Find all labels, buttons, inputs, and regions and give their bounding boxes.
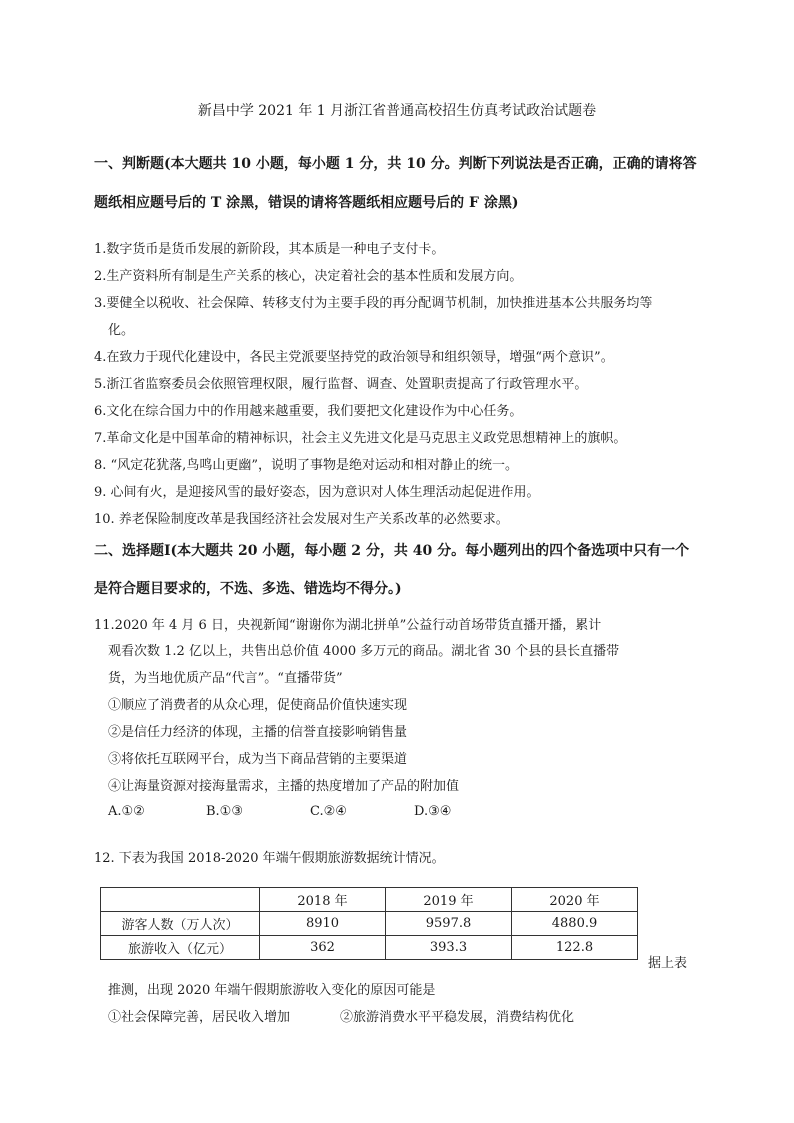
section2-heading-line2: 是符合题目要求的，不选、多选、错选均不得分。) xyxy=(94,581,402,597)
question-2: 2.生产资料所有制是生产关系的核心，决定着社会的基本性质和发展方向。 xyxy=(94,269,523,284)
table-header-cell: 2020 年 xyxy=(512,888,638,912)
question-12-line2: 推测，出现 2020 年端午假期旅游收入变化的原因可能是 xyxy=(108,983,436,998)
section1-heading-line1: 一、判断题(本大题共 10 小题，每小题 1 分，共 10 分。判断下列说法是否正确，正确的请将答 xyxy=(94,156,697,172)
question-11-line2: 观看次数 1.2 亿以上，共售出总价值 4000 多万元的商品。湖北省 30 个县的县长直播带 xyxy=(108,644,620,659)
page-title: 新昌中学 2021 年 1 月浙江省普通高校招生仿真考试政治试题卷 xyxy=(197,103,597,119)
question-12-after-table: 据上表 xyxy=(648,956,688,971)
question-11-line3: 货，为当地优质产品“代言”。“直播带货” xyxy=(108,671,343,686)
question-3: 3.要健全以税收、社会保障、转移支付为主要手段的再分配调节机制，加快推进基本公共服务均等 xyxy=(94,296,653,311)
section2-heading-line1: 二、选择题Ⅰ(本大题共 20 小题，每小题 2 分，共 40 分。每小题列出的四个备选项中只有一个 xyxy=(94,543,690,559)
question-12-option-2: ②旅游消费水平平稳发展，消费结构优化 xyxy=(340,1010,575,1025)
table-cell: 9597.8 xyxy=(386,912,512,936)
question-12-stem: 12. 下表为我国 2018-2020 年端午假期旅游数据统计情况。 xyxy=(94,851,445,866)
question-11-option-2: ②是信任力经济的体现，主播的信誉直接影响销售量 xyxy=(108,725,408,740)
table-cell: 游客人数（万人次） xyxy=(101,912,260,936)
question-1: 1.数字货币是货币发展的新阶段，其本质是一种电子支付卡。 xyxy=(94,242,445,257)
table-header-cell xyxy=(101,888,260,912)
table-header-cell: 2019 年 xyxy=(386,888,512,912)
question-11-answer-a: A.①② xyxy=(108,804,145,819)
question-11-answer-d: D.③④ xyxy=(414,804,452,819)
table-header-row xyxy=(101,888,638,912)
section1-heading-line2: 题纸相应题号后的 T 涂黑，错误的请将答题纸相应题号后的 F 涂黑) xyxy=(94,195,519,211)
table-row xyxy=(101,936,638,960)
question-10: 10. 养老保险制度改革是我国经济社会发展对生产关系改革的必然要求。 xyxy=(94,512,509,527)
question-11-option-1: ①顺应了消费者的从众心理，促使商品价值快速实现 xyxy=(108,698,408,713)
question-11-answer-b: B.①③ xyxy=(206,804,243,819)
question-8: 8. “风定花犹落,鸟鸣山更幽”，说明了事物是绝对运动和相对静止的统一。 xyxy=(94,458,518,473)
question-5: 5.浙江省监察委员会依照管理权限，履行监督、调查、处置职责提高了行政管理水平。 xyxy=(94,377,588,392)
table-cell: 122.8 xyxy=(512,936,638,960)
question-4: 4.在致力于现代化建设中，各民主党派要坚持党的政治领导和组织领导，增强“两个意识”。 xyxy=(94,350,614,365)
table-row xyxy=(101,912,638,936)
question-7: 7.革命文化是中国革命的精神标识，社会主义先进文化是马克思主义政党思想精神上的旗帜。 xyxy=(94,431,627,446)
question-9: 9. 心间有火，是迎接风雪的最好姿态，因为意识对人体生理活动起促进作用。 xyxy=(94,485,540,500)
question-3-continuation: 化。 xyxy=(108,323,135,338)
question-11-option-4: ④让海量资源对接海量需求，主播的热度增加了产品的附加值 xyxy=(108,779,460,794)
question-12-option-1: ①社会保障完善，居民收入增加 xyxy=(108,1010,291,1025)
question-6: 6.文化在综合国力中的作用越来越重要，我们要把文化建设作为中心任务。 xyxy=(94,404,523,419)
tourism-data-table xyxy=(100,887,638,960)
table-cell: 旅游收入（亿元） xyxy=(101,936,260,960)
question-11-line1: 11.2020 年 4 月 6 日，央视新闻“谢谢你为湖北拼单”公益行动首场带货直播开播，累计 xyxy=(94,618,602,633)
table-cell: 393.3 xyxy=(386,936,512,960)
table-header-cell: 2018 年 xyxy=(260,888,386,912)
question-11-answer-c: C.②④ xyxy=(310,804,347,819)
table-cell: 362 xyxy=(260,936,386,960)
table-cell: 8910 xyxy=(260,912,386,936)
table-cell: 4880.9 xyxy=(512,912,638,936)
question-11-option-3: ③将依托互联网平台，成为当下商品营销的主要渠道 xyxy=(108,752,408,767)
